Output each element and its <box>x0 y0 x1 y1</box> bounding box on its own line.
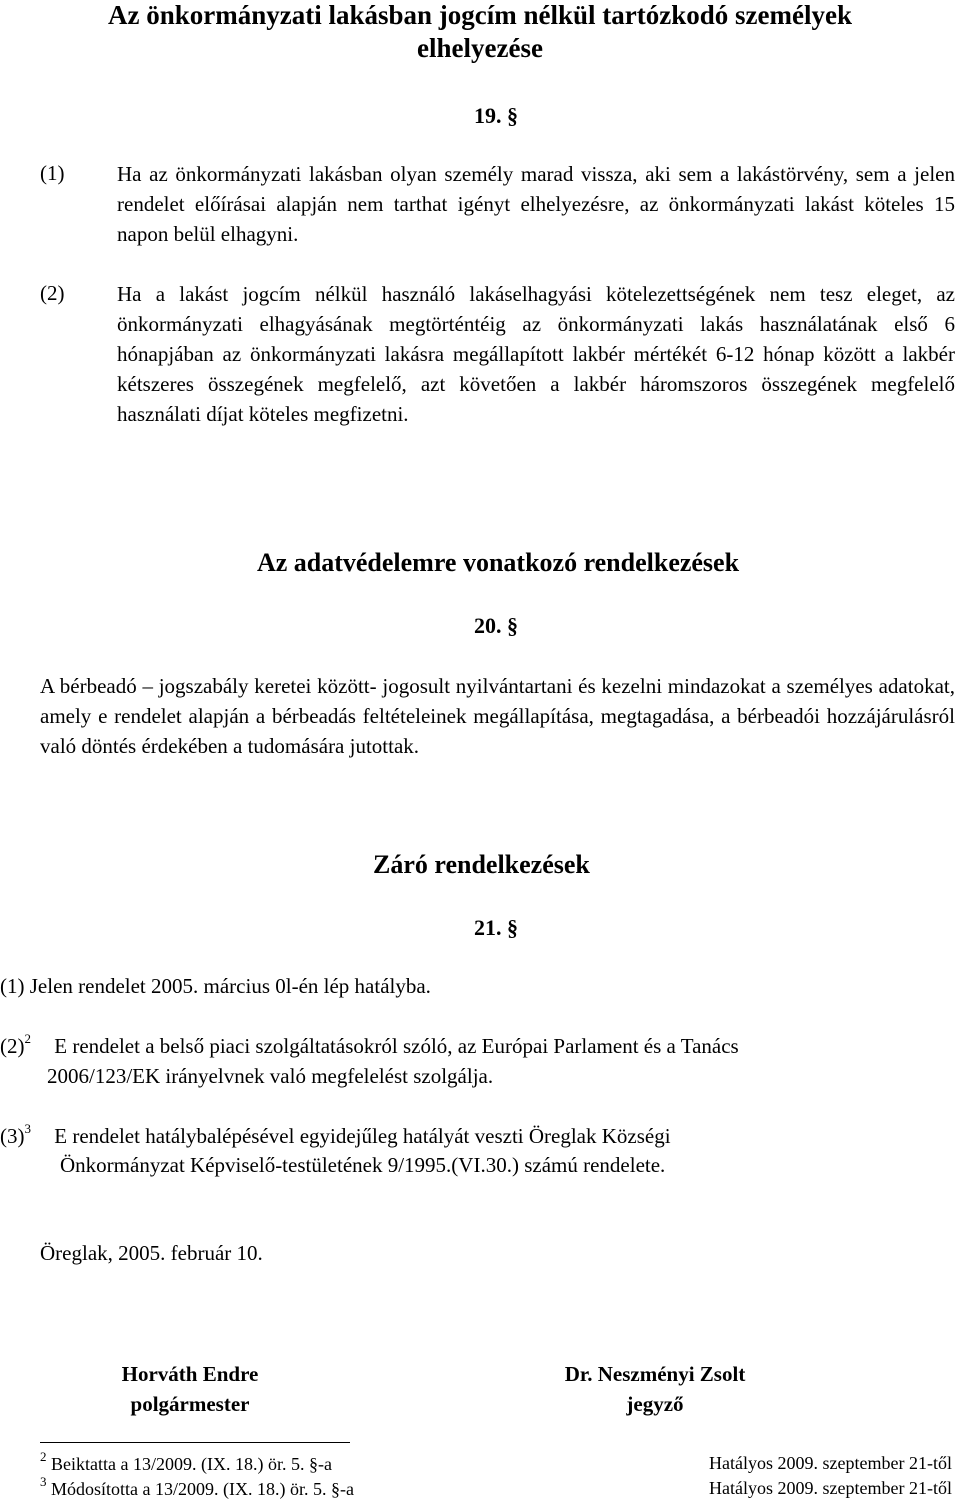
s19-p1-number: (1) <box>40 161 65 185</box>
s21-p1: (1) Jelen rendelet 2005. március 0l-én lép hatályba. <box>0 974 431 998</box>
signature-notary-role: jegyző <box>626 1392 684 1416</box>
footnote-ref-2: 2 <box>24 1031 31 1046</box>
s20-text: A bérbeadó – jogszabály keretei között- jogosult nyilvántartani és kezelni mindazokat a személyes adatokat, amely e rendelet alapján a bérbeadás feltételeinek megállapítása, megtagadása, a bérbeadói hozzájárulásról való döntés érdekében a tudomására jutottak. <box>40 674 955 758</box>
footnote-1 <box>40 1451 332 1475</box>
section-19-label: 19. § <box>474 103 518 128</box>
s19-p2-number: (2) <box>40 281 65 305</box>
footnote-2-text: Módosította a 13/2009. (IX. 18.) ör. 5. §-a <box>51 1479 354 1499</box>
footnote-2 <box>40 1476 354 1500</box>
signature-mayor <box>60 1359 320 1419</box>
footnote-2-marker: 3 <box>40 1474 47 1489</box>
signature-mayor-name: Horváth Endre <box>121 1362 259 1386</box>
section-20-label: 20. § <box>474 613 518 638</box>
footnote-1-text: Beiktatta a 13/2009. (IX. 18.) ör. 5. §-a <box>51 1454 332 1474</box>
signature-notary-name: Dr. Neszményi Zsolt <box>564 1362 746 1386</box>
heading-zaro: Záró rendelkezések <box>373 850 590 879</box>
signature-mayor-role: polgármester <box>130 1392 250 1416</box>
signature-notary <box>520 1359 790 1419</box>
document-title-line1: Az önkormányzati lakásban jogcím nélkül tartózkodó személyek <box>108 0 852 30</box>
s21-p2-line2: 2006/123/EK irányelvnek való megfelelést szolgálja. <box>47 1064 494 1088</box>
place-date: Öreglak, 2005. február 10. <box>40 1241 263 1265</box>
s21-p3-text1: E rendelet hatálybalépésével egyidejűleg hatályát veszti Öreglak Községi <box>54 1124 671 1148</box>
s21-p3-line1 <box>0 1123 671 1149</box>
s21-p2-number: (2) <box>0 1034 25 1058</box>
document-title-line2: elhelyezése <box>417 33 543 63</box>
s21-p2-text1: E rendelet a belső piaci szolgáltatásokról szóló, az Európai Parlament és a Tanács <box>54 1034 739 1058</box>
footnote-1-marker: 2 <box>40 1449 47 1464</box>
footnote-ref-3: 3 <box>24 1121 31 1136</box>
s21-p2-line1 <box>0 1033 739 1059</box>
footnote-2-effective: Hatályos 2009. szeptember 21-től <box>709 1478 952 1498</box>
heading-adatvedelem: Az adatvédelemre vonatkozó rendelkezések <box>256 548 740 577</box>
s21-p3-line2: Önkormányzat Képviselő-testületének 9/1995.(VI.30.) számú rendelete. <box>60 1153 666 1177</box>
footnote-separator <box>40 1442 350 1443</box>
section-21-label: 21. § <box>474 915 518 940</box>
footnote-1-effective: Hatályos 2009. szeptember 21-től <box>709 1453 952 1473</box>
s19-p1-text: Ha az önkormányzati lakásban olyan személy marad vissza, aki sem a lakástörvény, sem a jelen rendelet előírásai alapján nem tarthat igényt elhelyezésre, az önkormányzati lakást köteles 15 napon belül elhagyni. <box>117 162 955 246</box>
s19-p2-text: Ha a lakást jogcím nélkül használó lakáselhagyási kötelezettségének nem tesz eleget, az önkormányzati elhagyásának megtörténtéig az önkormányzati lakás használatának első 6 hónapjában az önkormányzati lakásra megállapított lakbér mértékét 6-12 hónap között a lakbér kétszeres összegének megfelelő, azt követően a lakbér háromszoros összegének megfelelő használati díjat köteles megfizetni. <box>117 282 955 426</box>
s21-p3-number: (3) <box>0 1124 25 1148</box>
